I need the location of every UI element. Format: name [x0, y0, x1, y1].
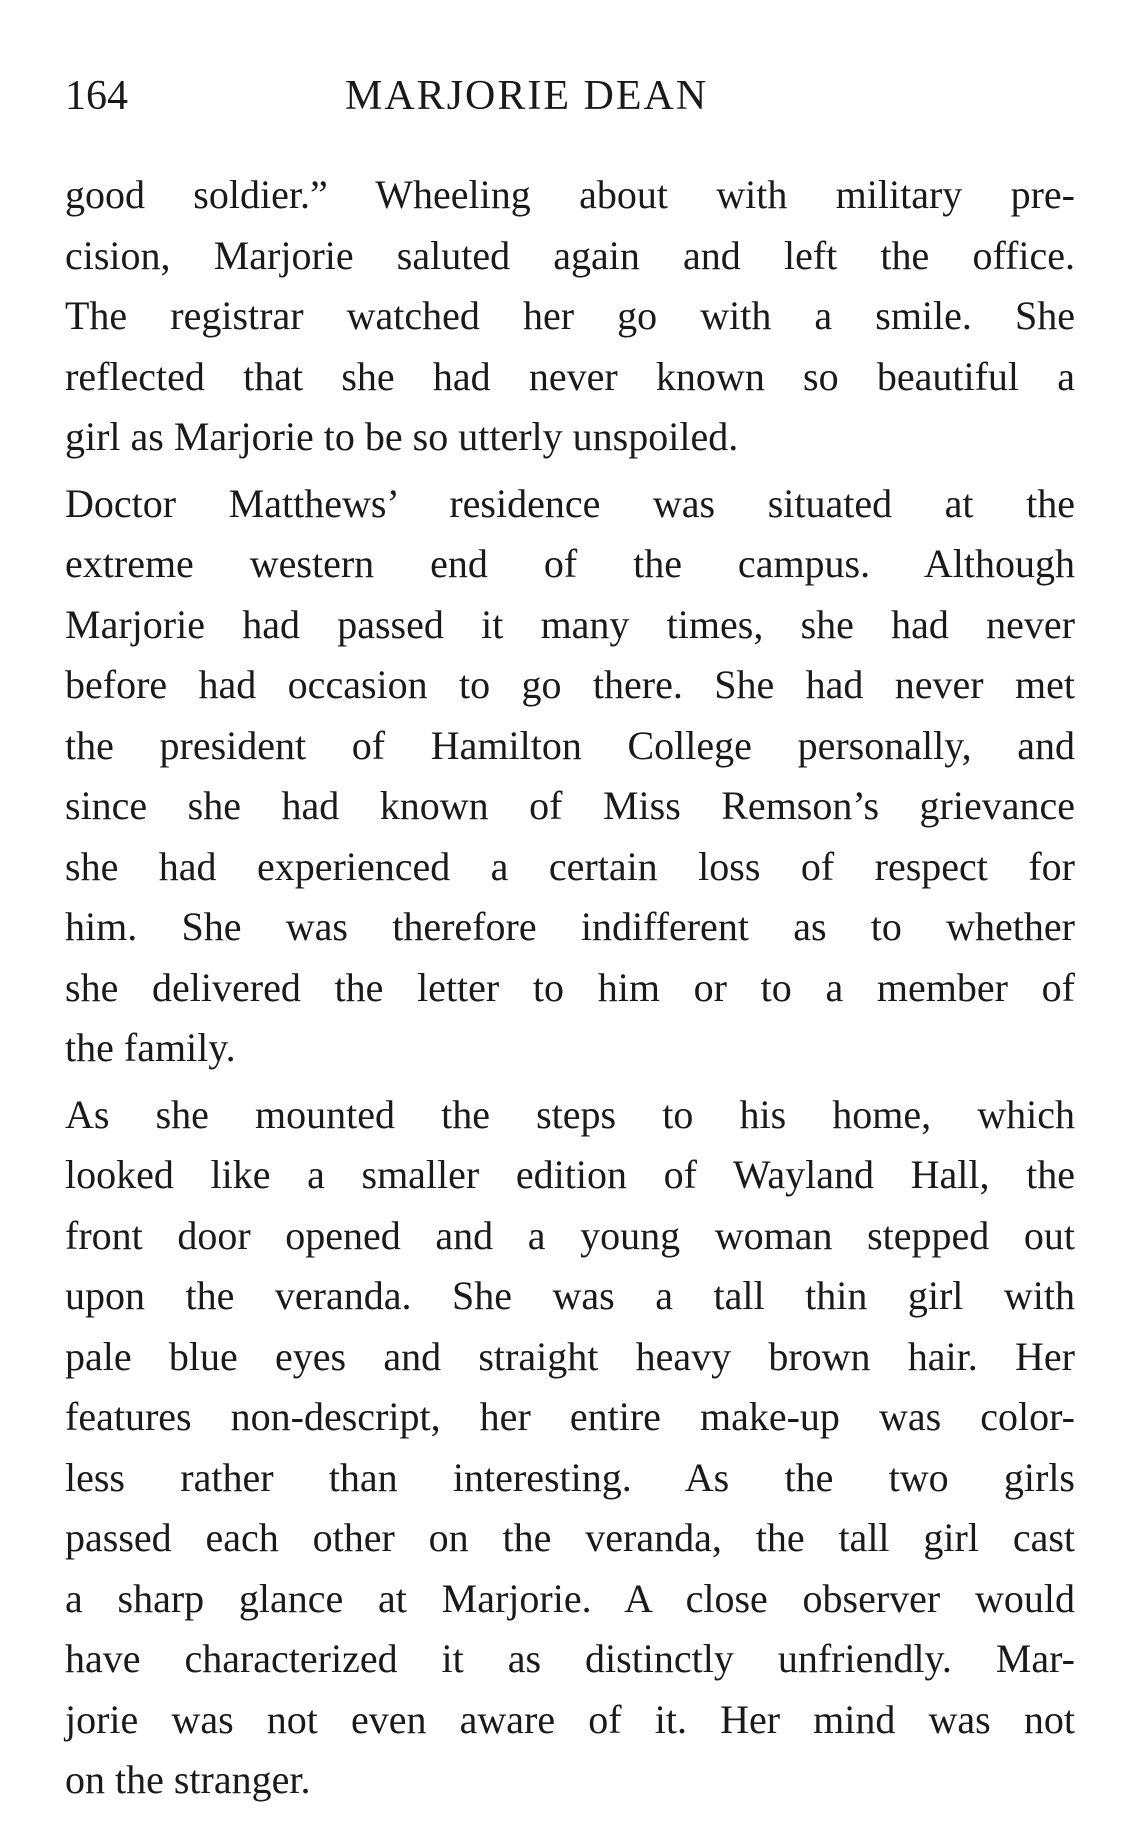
- paragraph-3: [65, 1085, 1075, 1811]
- text-line: reflected that she had never known so beautiful a: [65, 353, 1075, 399]
- running-head: [65, 70, 1075, 130]
- text-line: less rather than interesting. As the two girls: [65, 1454, 1075, 1500]
- text-line: upon the veranda. She was a tall thin girl with: [65, 1273, 1075, 1318]
- paragraph-1: [65, 165, 1075, 468]
- text-line: since she had known of Miss Remson’s grievance: [65, 783, 1075, 828]
- text-line: she had experienced a certain loss of respect for: [65, 843, 1075, 889]
- text-line: have characterized it as distinctly unfriendly. Mar-: [65, 1636, 1075, 1681]
- text-line: the president of Hamilton College personally, and: [65, 722, 1075, 768]
- text-line: pale blue eyes and straight heavy brown hair. Her: [65, 1333, 1075, 1379]
- text-line: before had occasion to go there. She had never met: [65, 662, 1075, 707]
- text-line: cision, Marjorie saluted again and left the office.: [65, 232, 1075, 278]
- text-line: features non-descript, her entire make-up was color-: [65, 1394, 1075, 1439]
- text-line: Marjorie had passed it many times, she had never: [65, 601, 1075, 647]
- text-line: The registrar watched her go with a smile. She: [65, 293, 1075, 338]
- text-line: she delivered the letter to him or to a member of: [65, 964, 1075, 1010]
- book-title: MARJORIE DEAN: [345, 73, 709, 119]
- text-line: on the stranger.: [65, 1757, 311, 1802]
- text-line: looked like a smaller edition of Wayland Hall, the: [65, 1152, 1075, 1197]
- text-line: jorie was not even aware of it. Her mind was not: [65, 1696, 1075, 1742]
- text-line: Doctor Matthews’ residence was situated at the: [65, 480, 1075, 526]
- body-text: [65, 165, 1075, 1811]
- text-line: extreme western end of the campus. Although: [65, 541, 1075, 586]
- text-line: a sharp glance at Marjorie. A close observer would: [65, 1575, 1075, 1621]
- text-line: him. She was therefore indifferent as to whether: [65, 904, 1075, 949]
- text-line: passed each other on the veranda, the tall girl cast: [65, 1515, 1075, 1560]
- paragraph-2: [65, 474, 1075, 1079]
- text-line: good soldier.” Wheeling about with military pre-: [65, 172, 1075, 217]
- text-line: front door opened and a young woman stepped out: [65, 1212, 1075, 1258]
- page-number: 164: [65, 73, 128, 119]
- text-line: As she mounted the steps to his home, which: [65, 1091, 1075, 1137]
- text-line: the family.: [65, 1025, 236, 1070]
- text-line: girl as Marjorie to be so utterly unspoiled.: [65, 414, 739, 459]
